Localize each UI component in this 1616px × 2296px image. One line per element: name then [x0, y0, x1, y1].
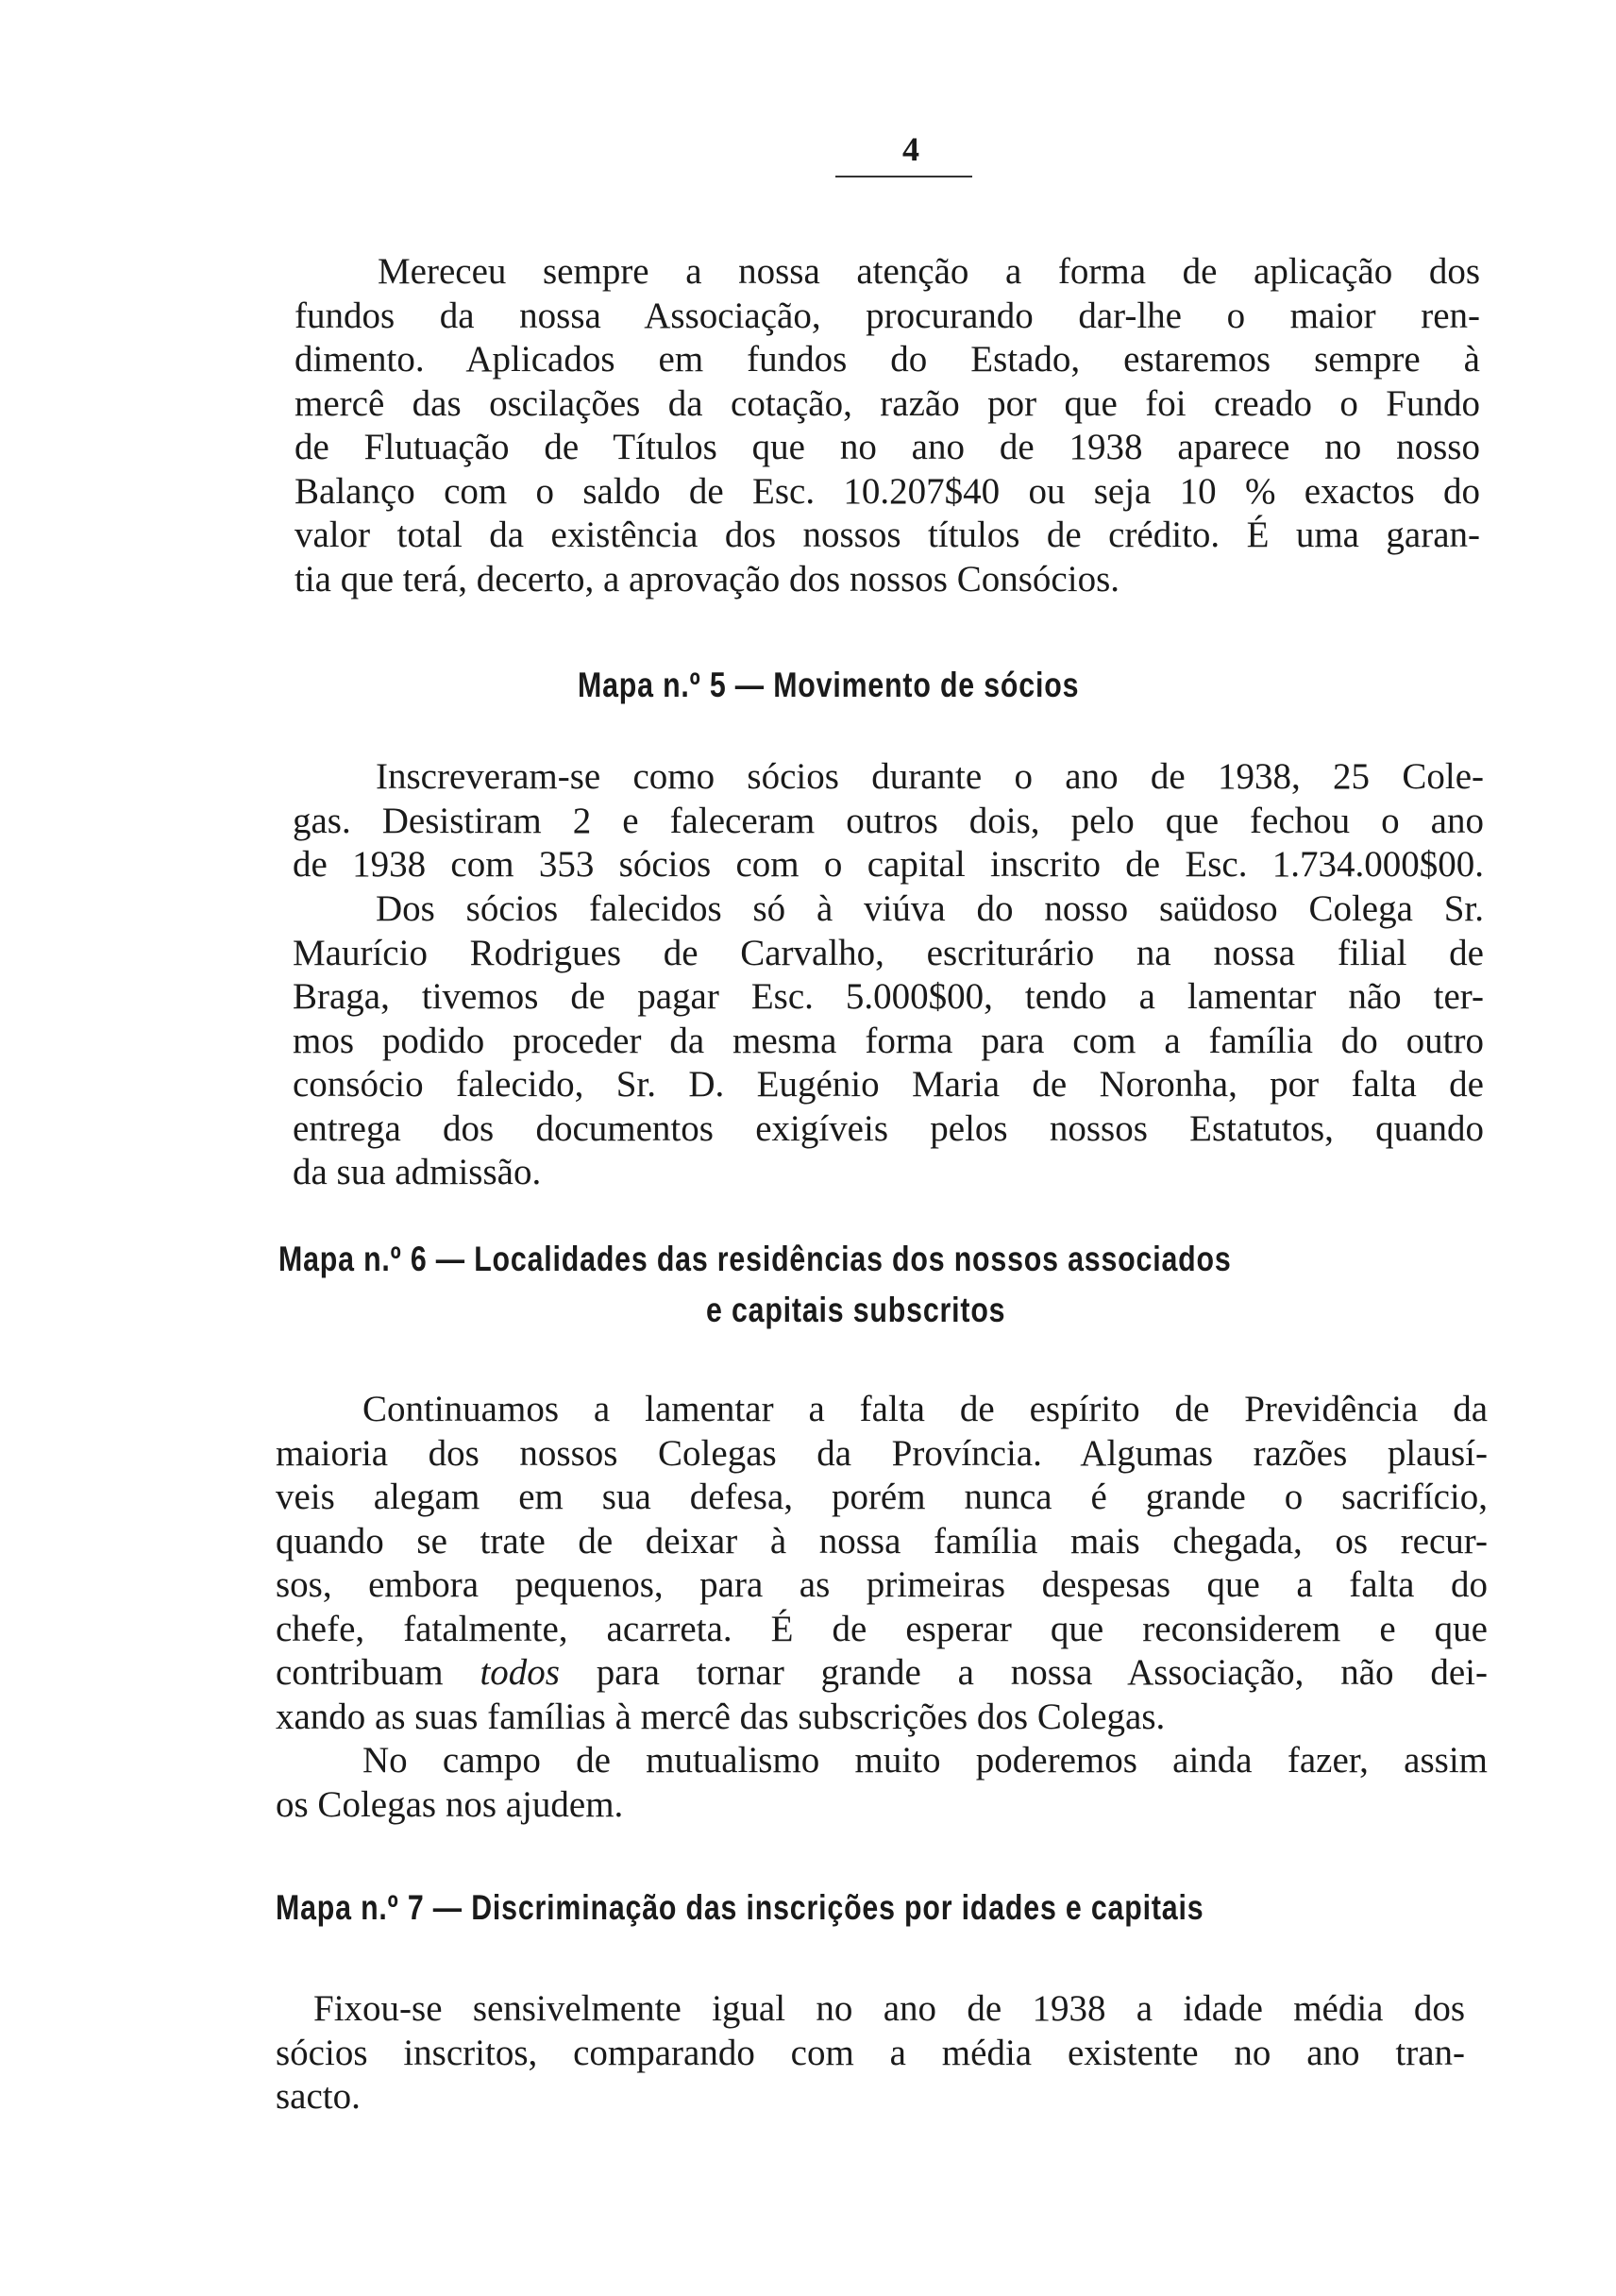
mapa-5-heading: Mapa n.º 5 — Movimento de sócios	[578, 666, 1080, 704]
text-line: mos podido proceder da mesma forma para com a família do outro	[293, 1020, 1484, 1061]
mapa-7-paragraph	[276, 1987, 1465, 2119]
mapa-7-heading: Mapa n.º 7 — Discriminação das inscrições por idades e capitais	[276, 1888, 1204, 1927]
text-line: de 1938 com 353 sócios com o capital inscrito de Esc. 1.734.000$00.	[293, 844, 1484, 885]
text-line: entrega dos documentos exigíveis pelos nossos Estatutos, quando	[293, 1107, 1484, 1149]
mapa-5-paragraph-2	[293, 887, 1484, 1195]
text-line: os Colegas nos ajudem.	[276, 1783, 624, 1825]
mapa-6-paragraph-1	[276, 1388, 1488, 1739]
text-fragment: para tornar grande a nossa Associação, não dei-	[596, 1652, 1489, 1693]
text-line: Continuamos a lamentar a falta de espírito de Previdência da	[362, 1389, 1488, 1429]
text-line: sócios inscritos, comparando com a média existente no ano tran-	[276, 2032, 1465, 2073]
text-line: valor total da existência dos nossos títulos de crédito. É uma garan-	[295, 515, 1480, 555]
text-line: Fixou-se sensivelmente igual no ano de 1938 a idade média dos	[313, 1988, 1465, 2029]
text-line: mercê das oscilações da cotação, razão por que foi creado o Fundo	[295, 382, 1480, 424]
text-line: consócio falecido, Sr. D. Eugénio Maria de Noronha, por falta de	[293, 1064, 1484, 1105]
page-number-rule	[835, 176, 972, 177]
text-line: Dos sócios falecidos só à viúva do nosso saüdoso Colega Sr.	[376, 888, 1484, 929]
text-line: Balanço com o saldo de Esc. 10.207$40 ou seja 10 % exactos do	[295, 470, 1480, 512]
text-line: Maurício Rodrigues de Carvalho, escriturário na nossa filial de	[293, 932, 1484, 973]
text-line: maioria dos nossos Colegas da Província. Algumas razões plausí-	[276, 1432, 1488, 1474]
text-line: dimento. Aplicados em fundos do Estado, estaremos sempre à	[295, 339, 1480, 380]
text-line: fundos da nossa Associação, procurando dar-lhe o maior ren-	[295, 295, 1480, 336]
text-line: veis alegam em sua defesa, porém nunca é grande o sacrifício,	[276, 1477, 1488, 1517]
mapa-6-heading-line-2: e capitais subscritos	[706, 1291, 1006, 1329]
italic-word: todos	[480, 1652, 560, 1693]
page-number: 4	[902, 130, 919, 168]
text-line: Braga, tivemos de pagar Esc. 5.000$00, tendo a lamentar não ter-	[293, 976, 1484, 1017]
mapa-6-paragraph-2	[276, 1739, 1488, 1827]
text-line: gas. Desistiram 2 e faleceram outros dois, pelo que fechou o ano	[293, 800, 1484, 841]
text-line: sacto.	[276, 2076, 361, 2117]
text-fragment: contribuam	[276, 1652, 444, 1693]
text-line: da sua admissão.	[293, 1152, 542, 1192]
intro-paragraph	[295, 250, 1480, 601]
text-line: Mereceu sempre a nossa atenção a forma de aplicação dos	[378, 251, 1480, 292]
mapa-6-heading-line-1: Mapa n.º 6 — Localidades das residências dos nossos associados	[278, 1240, 1232, 1278]
text-line: tia que terá, decerto, a aprovação dos nossos Consócios.	[295, 558, 1119, 599]
text-line: No campo de mutualismo muito poderemos ainda fazer, assim	[362, 1740, 1488, 1781]
text-line: de Flutuação de Títulos que no ano de 1938 aparece no nosso	[295, 427, 1480, 467]
text-line: chefe, fatalmente, acarreta. É de esperar que reconsiderem e que	[276, 1608, 1488, 1649]
text-line: Inscreveram-se como sócios durante o ano de 1938, 25 Cole-	[376, 756, 1484, 797]
mapa-5-paragraph-1	[293, 755, 1484, 887]
text-line: xando as suas famílias à mercê das subscrições dos Colegas.	[276, 1696, 1166, 1737]
text-line	[276, 1651, 1488, 1696]
text-line: quando se trate de deixar à nossa família mais chegada, os recur-	[276, 1520, 1488, 1562]
text-line: sos, embora pequenos, para as primeiras despesas que a falta do	[276, 1564, 1488, 1605]
